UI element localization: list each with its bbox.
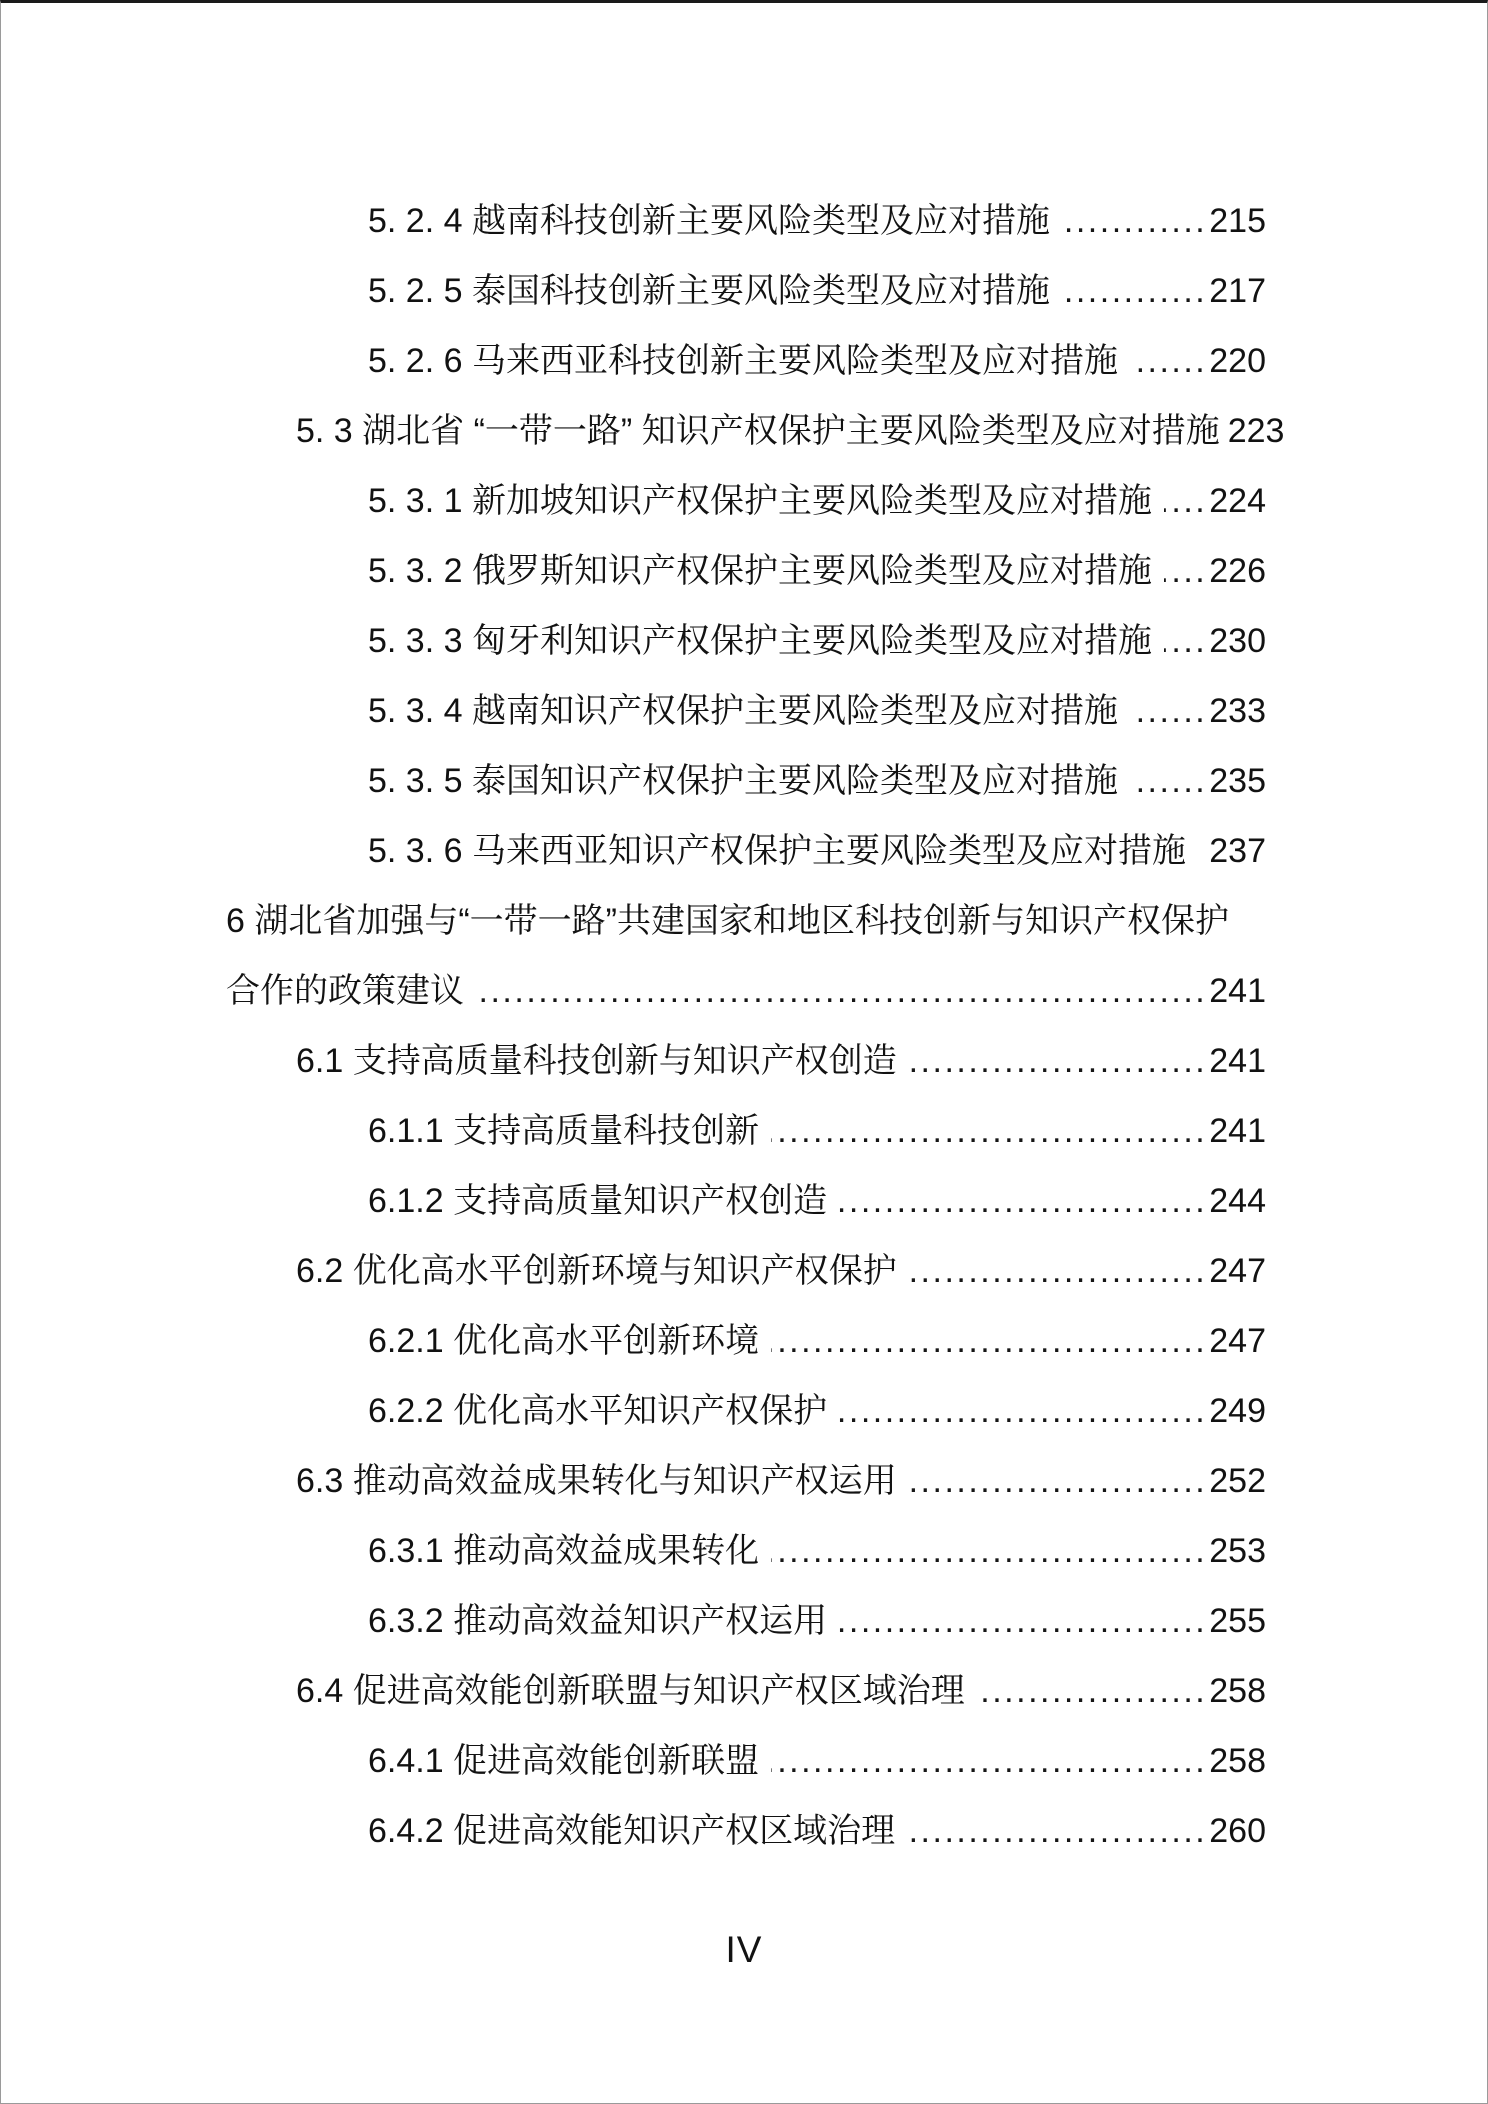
toc-entry <box>226 536 1266 606</box>
toc-page-number: 241 <box>1209 972 1266 1010</box>
toc-page-number: 260 <box>1209 1812 1266 1850</box>
toc-page-number: 241 <box>1209 1112 1266 1150</box>
toc-leader-dots <box>1130 326 1207 396</box>
toc-leader-dots <box>909 1446 1208 1516</box>
toc-page-number: 247 <box>1209 1322 1266 1360</box>
toc-entry <box>226 1376 1266 1446</box>
toc-leader-dots <box>909 1026 1208 1096</box>
toc-entry-label: 5. 3. 3 匈牙利知识产权保护主要风险类型及应对措施 <box>368 622 1152 660</box>
toc-entry <box>226 676 1266 746</box>
toc-entry <box>226 1166 1266 1236</box>
toc-page-number: 244 <box>1209 1182 1266 1220</box>
toc-page-number: 255 <box>1209 1602 1266 1640</box>
toc-page-number: 215 <box>1209 202 1266 240</box>
toc-entry-label: 6.1.2 支持高质量知识产权创造 <box>368 1182 828 1220</box>
toc-page-number: 258 <box>1209 1742 1266 1780</box>
toc-entry-label: 6.2.2 优化高水平知识产权保护 <box>368 1392 828 1430</box>
toc-entry-label: 5. 2. 6 马来西亚科技创新主要风险类型及应对措施 <box>368 342 1118 380</box>
toc-leader-dots <box>1164 536 1207 606</box>
toc-entry-label: 5. 3. 4 越南知识产权保护主要风险类型及应对措施 <box>368 692 1118 730</box>
toc-entry-label: 5. 3. 6 马来西亚知识产权保护主要风险类型及应对措施 <box>368 832 1186 870</box>
toc-leader-dots <box>1062 256 1207 326</box>
toc-leader-dots <box>1062 186 1207 256</box>
table-of-contents <box>1 3 1487 1866</box>
toc-entry-label: 6.2.1 优化高水平创新环境 <box>368 1322 760 1360</box>
toc-page-number: 247 <box>1209 1252 1266 1290</box>
toc-entry-label: 5. 3 湖北省 “一带一路” 知识产权保护主要风险类型及应对措施 <box>296 412 1220 450</box>
toc-entry <box>226 1586 1266 1656</box>
toc-entry <box>226 1796 1266 1866</box>
toc-leader-dots <box>771 1726 1207 1796</box>
toc-entry-label: 6.4 促进高效能创新联盟与知识产权区域治理 <box>296 1672 965 1710</box>
toc-entry <box>226 326 1266 396</box>
toc-entry <box>226 1726 1266 1796</box>
toc-entry <box>226 1026 1266 1096</box>
toc-leader-dots <box>771 1306 1207 1376</box>
toc-page-number: 233 <box>1209 692 1266 730</box>
toc-entry <box>226 396 1285 466</box>
toc-entry <box>226 886 1266 956</box>
toc-entry <box>226 956 1266 1026</box>
toc-entry-label: 5. 3. 2 俄罗斯知识产权保护主要风险类型及应对措施 <box>368 552 1152 590</box>
toc-entry <box>226 1096 1266 1166</box>
toc-leader-dots <box>1164 606 1207 676</box>
toc-entry <box>226 1236 1266 1306</box>
toc-entry <box>226 1306 1266 1376</box>
toc-leader-dots <box>839 1586 1207 1656</box>
toc-page-number: 235 <box>1209 762 1266 800</box>
toc-page-number: 241 <box>1209 1042 1266 1080</box>
toc-leader-dots <box>1164 466 1207 536</box>
toc-entry-label: 5. 2. 5 泰国科技创新主要风险类型及应对措施 <box>368 272 1050 310</box>
toc-page-number: 230 <box>1209 622 1266 660</box>
toc-entry <box>226 1516 1266 1586</box>
toc-entry-label: 6.3 推动高效益成果转化与知识产权运用 <box>296 1462 897 1500</box>
toc-leader-dots <box>839 1166 1207 1236</box>
toc-page-number: 224 <box>1209 482 1266 520</box>
toc-entry-label: 6.4.2 促进高效能知识产权区域治理 <box>368 1812 896 1850</box>
toc-leader-dots <box>977 1656 1208 1726</box>
toc-entry <box>226 256 1266 326</box>
toc-entry <box>226 186 1266 256</box>
toc-entry-label: 6 湖北省加强与“一带一路”共建国家和地区科技创新与知识产权保护 <box>226 902 1229 940</box>
toc-page-number: 226 <box>1209 552 1266 590</box>
toc-entry-label: 6.1 支持高质量科技创新与知识产权创造 <box>296 1042 897 1080</box>
toc-entry-label: 5. 3. 1 新加坡知识产权保护主要风险类型及应对措施 <box>368 482 1152 520</box>
toc-page-number: 258 <box>1209 1672 1266 1710</box>
toc-leader-dots <box>771 1516 1207 1586</box>
toc-entry <box>226 466 1266 536</box>
toc-page-number: 217 <box>1209 272 1266 310</box>
toc-leader-dots <box>839 1376 1207 1446</box>
toc-page-number: 237 <box>1209 832 1266 870</box>
toc-leader-dots <box>1130 676 1207 746</box>
toc-entry-label: 5. 2. 4 越南科技创新主要风险类型及应对措施 <box>368 202 1050 240</box>
toc-entry <box>226 606 1266 676</box>
toc-leader-dots <box>909 1236 1208 1306</box>
toc-page-number: 220 <box>1209 342 1266 380</box>
page-number-footer: IV <box>725 1929 763 1970</box>
toc-entry <box>226 816 1266 886</box>
toc-entry <box>226 1656 1266 1726</box>
toc-leader-dots <box>771 1096 1207 1166</box>
toc-page-number: 253 <box>1209 1532 1266 1570</box>
toc-entry-label: 6.3.1 推动高效益成果转化 <box>368 1532 760 1570</box>
toc-page-number: 223 <box>1227 412 1285 450</box>
toc-leader-dots <box>1130 746 1207 816</box>
toc-entry-label: 6.3.2 推动高效益知识产权运用 <box>368 1602 828 1640</box>
toc-entry-label: 6.2 优化高水平创新环境与知识产权保护 <box>296 1252 897 1290</box>
toc-entry <box>226 1446 1266 1516</box>
toc-leader-dots <box>907 1796 1207 1866</box>
toc-entry <box>226 746 1266 816</box>
toc-page-number: 249 <box>1209 1392 1266 1430</box>
toc-entry-label: 合作的政策建议 <box>226 972 464 1010</box>
toc-leader-dots <box>476 956 1207 1026</box>
toc-entry-label: 5. 3. 5 泰国知识产权保护主要风险类型及应对措施 <box>368 762 1118 800</box>
toc-page-number: 252 <box>1209 1462 1266 1500</box>
toc-entry-label: 6.4.1 促进高效能创新联盟 <box>368 1742 760 1780</box>
toc-entry-label: 6.1.1 支持高质量科技创新 <box>368 1112 760 1150</box>
